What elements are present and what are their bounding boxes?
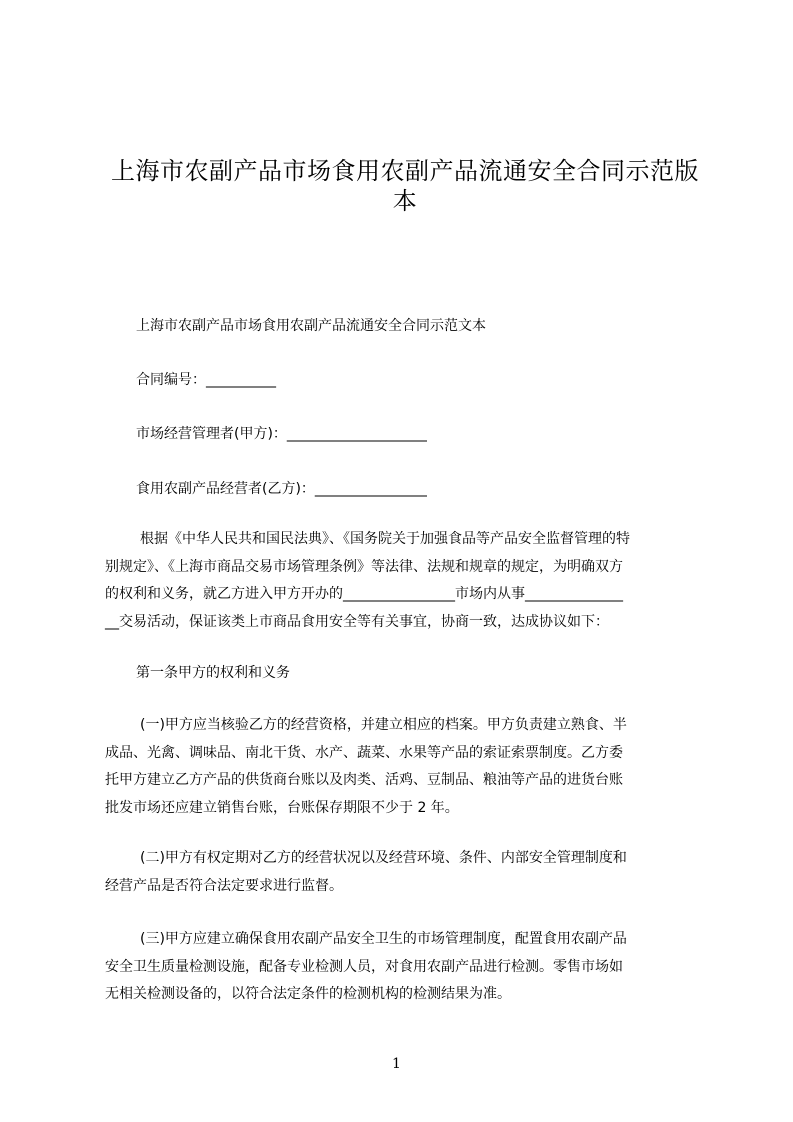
paragraph-line: 别规定》、《上海市商品交易市场管理条例》等法律、法规和规章的规定，为明确双方 (105, 558, 623, 575)
paragraph-line: (二)甲方有权定期对乙方的经营状况以及经营环境、条件、内部安全管理制度和 (140, 850, 627, 866)
document-subtitle: 上海市农副产品市场食用农副产品流通安全合同示范文本 (136, 318, 486, 334)
paragraph-line: 无相关检测设备的，以符合法定条件的检测机构的检测结果为准。 (105, 986, 511, 1002)
page-number: 1 (392, 1056, 401, 1072)
paragraph-line: (一)甲方应当核验乙方的经营资格，并建立相应的档案。甲方负责建立熟食、半 (140, 717, 627, 733)
party-a-field: 市场经营管理者(甲方)：____________________ (136, 426, 427, 442)
clause-2-paragraph (105, 845, 627, 900)
party-b-field: 食用农副产品经营者(乙方)：________________ (136, 481, 427, 497)
paragraph-line: (三)甲方应建立确保食用农副产品安全卫生的市场管理制度，配置食用农副产品 (140, 931, 627, 947)
clause-1-paragraph (105, 712, 627, 822)
paragraph-line: 的权利和义务，就乙方进入甲方开办的________________市场内从事______________ (105, 586, 623, 602)
paragraph-line: 托甲方建立乙方产品的供货商台账以及肉类、活鸡、豆制品、粮油等产品的进货台账 (105, 772, 623, 788)
paragraph-line: 安全卫生质量检测设施，配备专业检测人员，对食用农副产品进行检测。零售市场如 (105, 958, 623, 975)
preamble-paragraph (105, 526, 630, 636)
article-1-heading: 第一条甲方的权利和义务 (136, 665, 290, 681)
paragraph-line: 批发市场还应建立销售台账，台账保存期限不少于 2 年。 (105, 799, 459, 816)
clause-3-paragraph (105, 926, 627, 1009)
paragraph-line: __交易活动，保证该类上市商品食用安全等有关事宜，协商一致，达成协议如下： (105, 613, 609, 630)
paragraph-line: 成品、光禽、调味品、南北干货、水产、蔬菜、水果等产品的索证索票制度。乙方委 (105, 744, 623, 761)
paragraph-line: 经营产品是否符合法定要求进行监督。 (105, 877, 343, 894)
paragraph-line: 根据《中华人民共和国民法典》、《国务院关于加强食品等产品安全监督管理的特 (140, 531, 630, 547)
document-title: 上海市农副产品市场食用农副产品流通安全合同示范版本 (111, 157, 699, 216)
contract-number-field: 合同编号：__________ (136, 372, 276, 388)
